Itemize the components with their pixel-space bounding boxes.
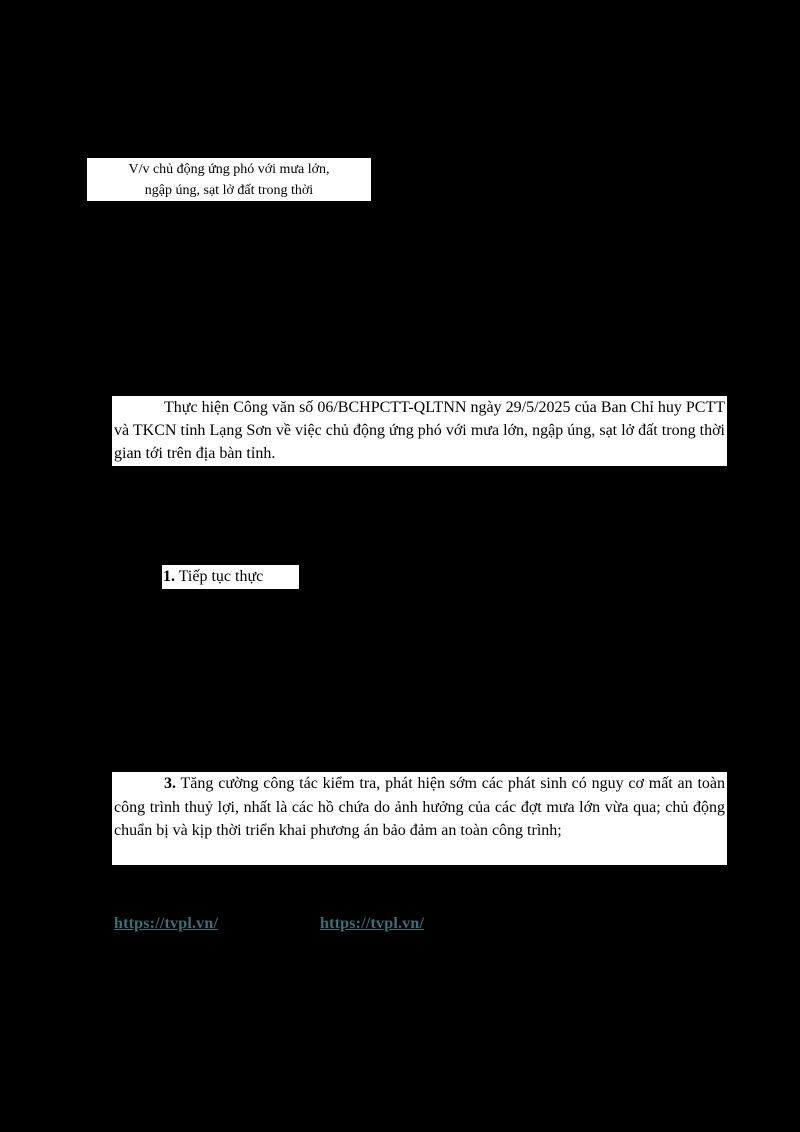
footer-link-1[interactable]: https://tvpl.vn/ xyxy=(114,915,219,932)
intro-paragraph xyxy=(112,396,727,466)
intro-text: Thực hiện Công văn số 06/BCHPCTT-QLTNN ngày 29/5/2025 của Ban Chỉ huy PCTT và TKCN tỉnh Lạng Sơn về việc chủ động ứng phó với mưa lớn, ngập úng, sạt lở đất trong thời gian tới trên địa bàn tỉnh. xyxy=(114,399,725,462)
subject-block xyxy=(87,158,371,201)
footer-link-2[interactable]: https://tvpl.vn/ xyxy=(320,915,425,932)
item-1-block xyxy=(162,565,299,589)
item-1-text: Tiếp tục thực xyxy=(178,568,264,585)
footer-link-1-wrap xyxy=(114,912,218,936)
item-3-paragraph xyxy=(112,772,727,865)
item-3-text: Tăng cường công tác kiểm tra, phát hiện sớm các phát sinh có nguy cơ mất an toàn công trình thuỷ lợi, nhất là các hồ chứa do ảnh hưởng của các đợt mưa lớn vừa qua; chủ động chuẩn bị và kịp thời triển khai phương án bảo đảm an toàn công trình; xyxy=(114,775,726,839)
subject-line-1: V/v chủ động ứng phó với mưa lớn, xyxy=(128,162,330,177)
item-1-number: 1. xyxy=(163,568,175,585)
item-3-number: 3. xyxy=(164,775,176,792)
subject-line-2: ngập úng, sạt lở đất trong thời xyxy=(144,183,314,198)
footer-link-2-wrap xyxy=(320,912,424,936)
